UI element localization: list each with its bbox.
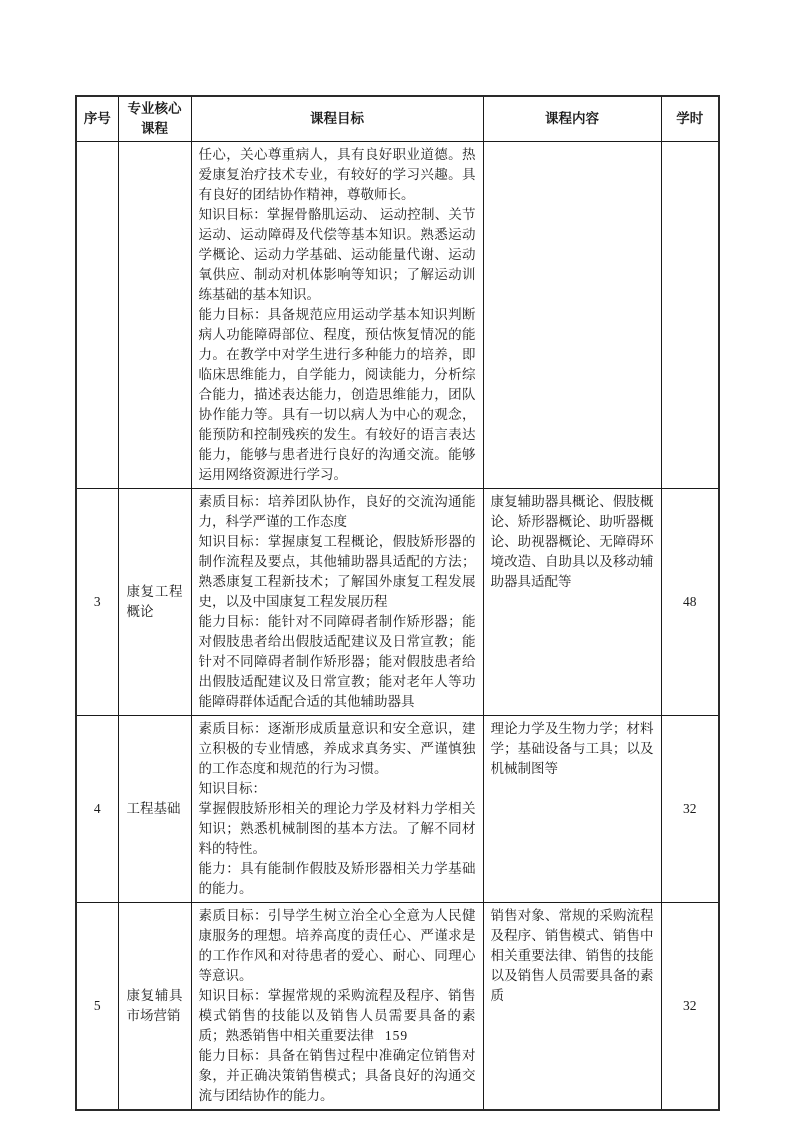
hours-cell: 48 [661, 489, 719, 716]
objective-paragraph: 能力目标：具备规范应用运动学基本知识判断病人功能障碍部位、程度，预估恢复情况的能力。在教学中对学生进行多种能力的培养，即临床思维能力，自学能力，阅读能力，分析综合能力，描述表达能力，创造思维能力，团队协作能力等。具有一切以病人为中心的观念，能预防和控制残疾的发生。有较好的语言表达能力，能够与患者进行良好的沟通交流。能够运用网络资源进行学习。 [198, 307, 476, 482]
header-cell-no: 序号 [76, 96, 118, 142]
content-paragraph: 康复辅助器具概论、假肢概论、矫形器概论、助听器概论、助视器概论、无障碍环境改造、自助具以及移动辅助器具适配等 [490, 494, 654, 589]
table-row-5 [76, 903, 719, 1111]
course-objectives-cell [191, 142, 483, 489]
row-number-cell [76, 142, 118, 489]
course-name-cell: 康复辅具市场营销 [118, 903, 191, 1111]
row-number-cell: 4 [76, 716, 118, 903]
objective-paragraph: 掌握假肢矫形相关的理论力学及材料力学相关知识；熟悉机械制图的基本方法。了解不同材料的特性。 [198, 801, 476, 856]
row-number-cell: 3 [76, 489, 118, 716]
course-objectives-cell [191, 489, 483, 716]
objective-paragraph: 能力目标：能针对不同障碍者制作矫形器；能对假肢患者给出假肢适配建议及日常宣教；能针对不同障碍者制作矫形器；能对假肢患者给出假肢适配建议及日常宣教；能对老年人等功能障碍群体适配合适的其他辅助器具 [198, 614, 476, 709]
course-objectives-cell [191, 903, 483, 1111]
objective-paragraph: 知识目标：掌握康复工程概论，假肢矫形器的制作流程及要点，其他辅助器具适配的方法；熟悉康复工程新技术；了解国外康复工程发展史，以及中国康复工程发展历程 [198, 534, 476, 609]
objective-paragraph: 能力目标：具备在销售过程中准确定位销售对象，并正确决策销售模式；具备良好的沟通交流与团结协作的能力。 [198, 1048, 476, 1103]
course-content-cell [483, 716, 661, 903]
header-cell-content: 课程内容 [483, 96, 661, 142]
objective-paragraph: 素质目标：培养团队协作，良好的交流沟通能力，科学严谨的工作态度 [198, 494, 476, 529]
objective-paragraph: 知识目标：掌握骨骼肌运动、 运动控制、关节运动、运动障碍及代偿等基本知识。熟悉运动学概论、运动力学基础、运动能量代谢、运动氧供应、制动对机体影响等知识；了解运动训练基础的基本知识。 [198, 207, 476, 302]
course-objectives-cell [191, 716, 483, 903]
header-cell-course: 专业核心课程 [118, 96, 191, 142]
header-cell-objectives: 课程目标 [191, 96, 483, 142]
hours-cell [661, 142, 719, 489]
header-cell-hours: 学时 [661, 96, 719, 142]
table-row-4 [76, 716, 719, 903]
row-number-cell: 5 [76, 903, 118, 1111]
table-row-continuation [76, 142, 719, 489]
objective-paragraph: 知识目标：掌握常规的采购流程及程序、销售模式销售的技能以及销售人员需要具备的素质；熟悉销售中相关重要法律 [198, 988, 476, 1043]
course-content-cell [483, 142, 661, 489]
course-name-cell: 工程基础 [118, 716, 191, 903]
table-row-3 [76, 489, 719, 716]
page-number: 159 [384, 1028, 409, 1043]
hours-cell: 32 [661, 903, 719, 1111]
objective-paragraph: 任心，关心尊重病人，具有良好职业道德。热爱康复治疗技术专业，有较好的学习兴趣。具有良好的团结协作精神，尊敬师长。 [198, 147, 476, 202]
objective-paragraph: 素质目标：引导学生树立治全心全意为人民健康服务的理想。培养高度的责任心、严谨求是的工作作风和对待患者的爱心、耐心、同理心等意识。 [198, 908, 476, 983]
header-row [76, 96, 719, 142]
objective-paragraph: 知识目标： [198, 781, 266, 796]
course-content-cell [483, 903, 661, 1111]
course-content-cell [483, 489, 661, 716]
curriculum-table [75, 95, 720, 1111]
hours-cell: 32 [661, 716, 719, 903]
content-paragraph: 销售对象、常规的采购流程及程序、销售模式、销售中相关重要法律、销售的技能以及销售人员需要具备的素质 [490, 908, 654, 1003]
objective-paragraph: 素质目标：逐渐形成质量意识和安全意识，建立积极的专业情感，养成求真务实、严谨慎独的工作态度和规范的行为习惯。 [198, 721, 476, 776]
course-name-cell [118, 142, 191, 489]
objective-paragraph: 能力：具有能制作假肢及矫形器相关力学基础的能力。 [198, 861, 476, 896]
content-paragraph: 理论力学及生物力学；材料学；基础设备与工具；以及机械制图等 [490, 721, 654, 776]
course-name-cell: 康复工程概论 [118, 489, 191, 716]
